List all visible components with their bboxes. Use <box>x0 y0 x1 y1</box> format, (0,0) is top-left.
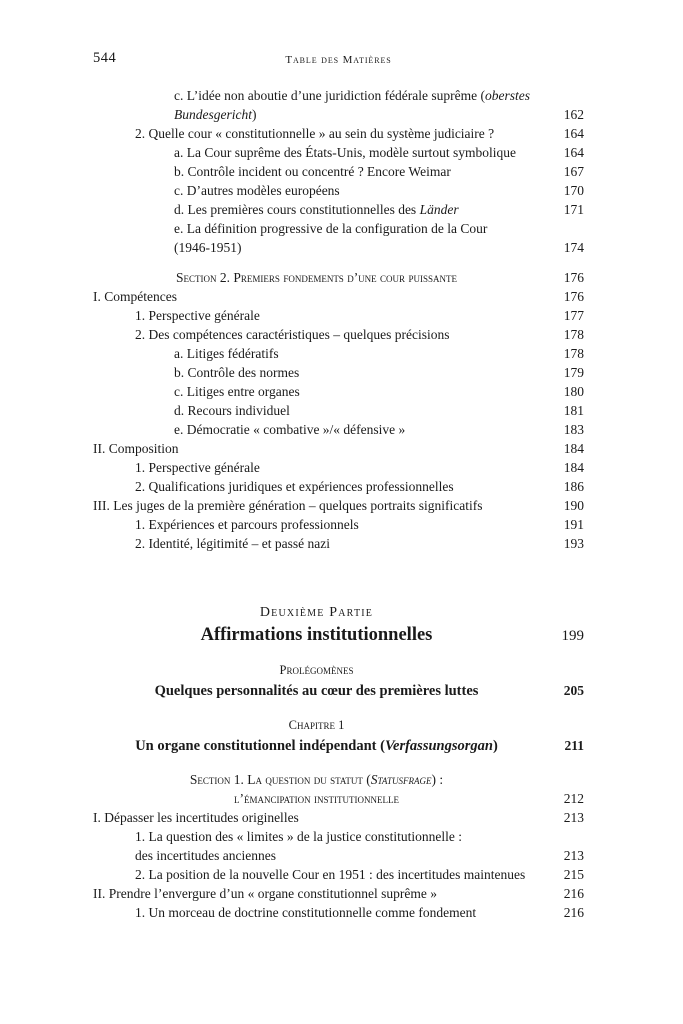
toc-text-segment: ) <box>492 738 498 754</box>
toc-entry <box>93 306 584 325</box>
toc-page-number: 205 <box>563 683 584 698</box>
toc-entry <box>93 846 584 865</box>
toc-text-segment: Section 1. La question du statut ( <box>189 772 371 787</box>
toc-line-text <box>93 622 540 648</box>
toc-text-segment: a. Litiges fédératifs <box>174 346 279 361</box>
toc-chapter-title <box>93 680 584 702</box>
toc-page-number: 184 <box>563 441 584 456</box>
toc-entry <box>93 808 584 827</box>
toc-page-number: 216 <box>563 905 584 920</box>
toc-text-segment: c. L’idée non aboutie d’une juridiction fédérale suprême ( <box>174 88 486 103</box>
toc-text-segment: b. Contrôle des normes <box>174 365 300 380</box>
toc-entry <box>93 401 584 420</box>
toc-entry <box>93 124 584 143</box>
toc-line-text <box>93 200 540 219</box>
vertical-gap <box>93 649 584 661</box>
toc-page-number: 199 <box>561 628 584 644</box>
toc-page-number: 164 <box>563 126 584 141</box>
toc-text-segment: c. D’autres modèles européens <box>174 183 340 198</box>
toc-page-number: 191 <box>563 517 584 532</box>
toc-page-number: 216 <box>563 886 584 901</box>
toc-page-number: 181 <box>563 403 584 418</box>
toc-page-number: 213 <box>563 848 584 863</box>
toc-part-label <box>93 603 584 622</box>
toc-page-number: 176 <box>563 289 584 304</box>
toc-text-segment: c. Litiges entre organes <box>174 384 300 399</box>
toc-text-segment: Section 2. Premiers fondements d’une cour puissante <box>176 270 457 285</box>
toc-page-number: 215 <box>563 867 584 882</box>
toc-line-text <box>93 515 540 534</box>
toc-entry <box>93 458 584 477</box>
toc-text-segment: l’émancipation institutionnelle <box>233 791 400 806</box>
toc-text-segment-italic: Statusfrage <box>370 772 432 787</box>
toc-text-segment: e. La définition progressive de la configuration de la Cour <box>174 221 488 236</box>
toc-line-text <box>93 439 540 458</box>
toc-entry <box>93 382 584 401</box>
toc-line-text <box>93 325 540 344</box>
toc-text-segment: 1. Un morceau de doctrine constitutionnelle comme fondement <box>135 905 477 920</box>
toc-text-segment: 2. Identité, légitimité – et passé nazi <box>135 536 330 551</box>
toc-line-text <box>93 865 540 884</box>
vertical-gap <box>93 257 584 268</box>
toc-text-segment-italic: Bundesgericht <box>174 107 252 122</box>
toc-line-text <box>93 306 540 325</box>
toc-text-segment: e. Démocratie « combative »/« défensive » <box>174 422 406 437</box>
folio-page-number: 544 <box>93 50 117 66</box>
toc-entry <box>93 865 584 884</box>
toc-entry <box>93 344 584 363</box>
toc-line-text <box>93 420 540 439</box>
toc-text-segment: des incertitudes anciennes <box>135 848 276 863</box>
toc-line-text <box>93 735 540 757</box>
toc-entry <box>93 363 584 382</box>
toc-text-segment: 2. Qualifications juridiques et expériences professionnelles <box>135 479 454 494</box>
toc-entry <box>93 903 584 922</box>
toc-line-text <box>93 680 540 702</box>
page-header <box>93 50 584 68</box>
toc-page-number: 212 <box>563 791 584 806</box>
toc-text-segment: 2. La position de la nouvelle Cour en 1951 : des incertitudes maintenues <box>135 867 526 882</box>
toc-entry <box>93 181 584 200</box>
toc-line-text <box>93 603 540 622</box>
toc-entry <box>93 219 584 238</box>
toc-text-segment: 2. Des compétences caractéristiques – quelques précisions <box>135 327 450 342</box>
toc-text-segment: 1. Perspective générale <box>135 460 260 475</box>
toc-chapter-title <box>93 735 584 757</box>
toc-line-text <box>93 238 540 257</box>
toc-page-number: 178 <box>563 327 584 342</box>
toc-page-number: 176 <box>563 270 584 285</box>
toc-line-text <box>93 477 540 496</box>
table-of-contents <box>93 86 584 922</box>
toc-entry <box>93 439 584 458</box>
toc-line-text <box>93 846 540 865</box>
toc-entry <box>93 827 584 846</box>
toc-text-segment: Quelques personnalités au cœur des premières luttes <box>154 683 479 699</box>
toc-line-text <box>93 344 540 363</box>
toc-text-segment: I. Compétences <box>93 289 177 304</box>
toc-line-text <box>93 808 540 827</box>
toc-part-title <box>93 622 584 649</box>
toc-section-heading <box>93 268 584 287</box>
toc-entry <box>93 287 584 306</box>
toc-entry <box>93 162 584 181</box>
toc-entry <box>93 496 584 515</box>
toc-page-number: 213 <box>563 810 584 825</box>
toc-line-text <box>93 268 540 287</box>
toc-text-segment: d. Les premières cours constitutionnelles des <box>174 202 420 217</box>
toc-text-segment: 2. Quelle cour « constitutionnelle » au sein du système judiciaire ? <box>135 126 495 141</box>
toc-text-segment-italic: oberstes <box>485 88 531 103</box>
toc-text-segment: b. Contrôle incident ou concentré ? Encore Weimar <box>174 164 451 179</box>
toc-entry <box>93 86 584 105</box>
toc-page-number: 180 <box>563 384 584 399</box>
toc-line-text <box>93 496 540 515</box>
toc-section-heading <box>93 770 584 789</box>
vertical-gap <box>93 702 584 716</box>
toc-line-text <box>93 363 540 382</box>
toc-line-text <box>93 770 540 789</box>
toc-line-text <box>93 884 540 903</box>
toc-text-segment: (1946-1951) <box>174 240 242 255</box>
toc-line-text <box>93 534 540 553</box>
toc-page-number: 177 <box>563 308 584 323</box>
toc-entry <box>93 534 584 553</box>
toc-entry <box>93 238 584 257</box>
toc-text-segment-italic: Verfassungsorgan <box>384 738 493 754</box>
toc-text-segment: 1. La question des « limites » de la justice constitutionnelle : <box>135 829 462 844</box>
toc-text-segment: II. Prendre l’envergure d’un « organe constitutionnel suprême » <box>93 886 438 901</box>
toc-text-segment: d. Recours individuel <box>174 403 290 418</box>
toc-line-text <box>93 143 540 162</box>
toc-line-text <box>93 716 540 735</box>
toc-entry <box>93 325 584 344</box>
toc-text-segment: Un organe constitutionnel indépendant ( <box>135 738 385 754</box>
toc-text-segment-italic: Länder <box>419 202 459 217</box>
toc-text-segment: Deuxième Partie <box>259 605 374 620</box>
toc-text-segment: 1. Perspective générale <box>135 308 260 323</box>
toc-entry <box>93 477 584 496</box>
toc-page-number: 171 <box>563 202 584 217</box>
toc-entry <box>93 515 584 534</box>
toc-text-segment: I. Dépasser les incertitudes originelles <box>93 810 299 825</box>
toc-line-text <box>93 219 540 238</box>
vertical-gap <box>93 553 584 603</box>
toc-text-segment: Affirmations institutionnelles <box>200 625 433 645</box>
toc-page-number: 178 <box>563 346 584 361</box>
toc-line-text <box>93 661 540 680</box>
toc-line-text <box>93 789 540 808</box>
toc-text-segment: 1. Expériences et parcours professionnels <box>135 517 359 532</box>
toc-line-text <box>93 124 540 143</box>
toc-line-text <box>93 903 540 922</box>
toc-text-segment: ) : <box>431 772 444 787</box>
toc-line-text <box>93 458 540 477</box>
toc-text-segment: a. La Cour suprême des États-Unis, modèle surtout symbolique <box>174 145 516 160</box>
toc-entry <box>93 884 584 903</box>
toc-section-heading <box>93 789 584 808</box>
toc-page-number: 164 <box>563 145 584 160</box>
toc-page-number: 184 <box>563 460 584 475</box>
toc-text-segment: III. Les juges de la première génération – quelques portraits significatifs <box>93 498 483 513</box>
toc-line-text <box>93 162 540 181</box>
toc-page-number: 193 <box>563 536 584 551</box>
vertical-gap <box>93 757 584 770</box>
toc-heading-label <box>93 661 584 680</box>
toc-text-segment: ) <box>251 107 257 122</box>
toc-page-number: 162 <box>563 107 584 122</box>
toc-entry <box>93 143 584 162</box>
toc-entry <box>93 200 584 219</box>
toc-page-number: 170 <box>563 183 584 198</box>
toc-text-segment: Chapitre 1 <box>288 718 345 732</box>
toc-entry <box>93 420 584 439</box>
toc-line-text <box>93 105 540 124</box>
toc-line-text <box>93 86 540 105</box>
toc-entry <box>93 105 584 124</box>
toc-line-text <box>93 827 540 846</box>
toc-page-number: 190 <box>563 498 584 513</box>
toc-page-number: 186 <box>563 479 584 494</box>
toc-text-segment: II. Composition <box>93 441 179 456</box>
toc-heading-label <box>93 716 584 735</box>
toc-line-text <box>93 401 540 420</box>
toc-page-number: 174 <box>563 240 584 255</box>
toc-line-text <box>93 181 540 200</box>
toc-text-segment: Prolégomènes <box>279 663 354 677</box>
toc-line-text <box>93 287 540 306</box>
toc-page-number: 211 <box>564 738 584 753</box>
toc-line-text <box>93 382 540 401</box>
toc-page-number: 183 <box>563 422 584 437</box>
toc-page-number: 179 <box>563 365 584 380</box>
toc-page-number: 167 <box>563 164 584 179</box>
running-header: Table des Matières <box>285 54 392 66</box>
